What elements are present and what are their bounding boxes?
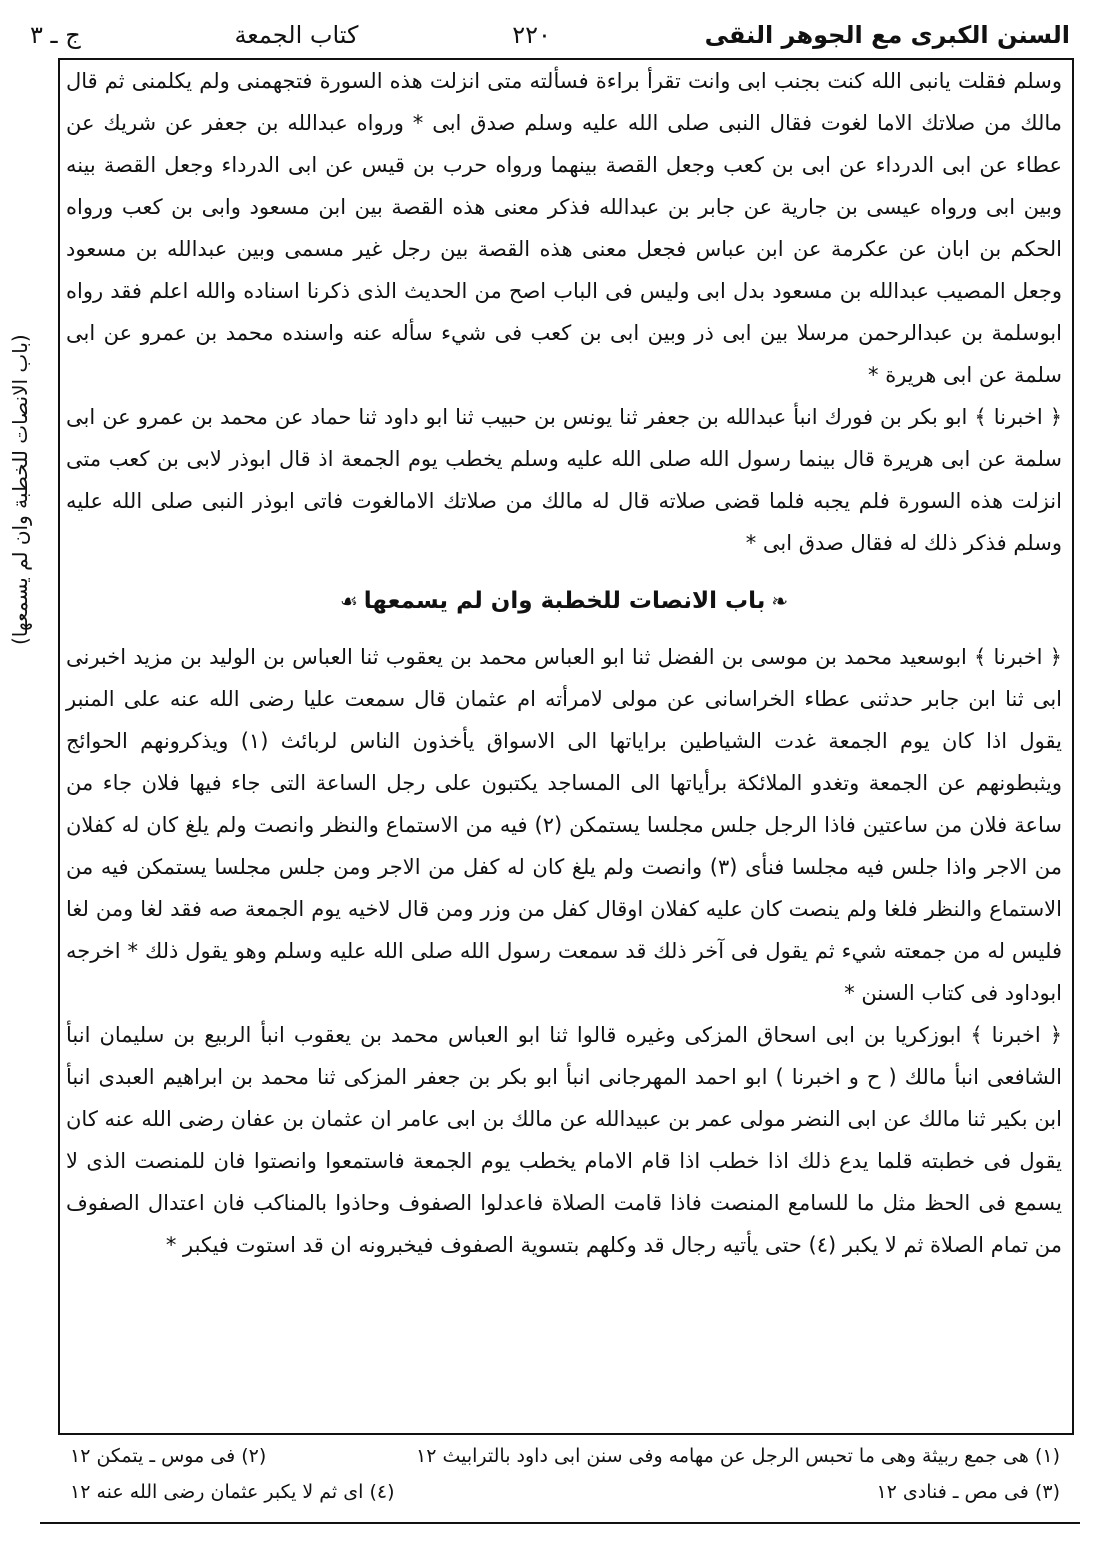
main-text — [66, 60, 1062, 1266]
footnotes — [70, 1438, 1060, 1510]
bottom-divider — [40, 1522, 1080, 1524]
right-ornament-icon: ☙ — [339, 589, 358, 613]
footnotes-divider — [58, 1433, 1072, 1435]
section-title: كتاب الجمعة — [234, 21, 359, 49]
paragraph: ﴿ اخبرنا ﴾ ابوسعيد محمد بن موسى بن الفضل ثنا ابو العباس محمد بن يعقوب ثنا العباس بن الوليد بن مزيد اخبرنى ابى ثنا ابن جابر حدثنى عطاء الخراسانى عن مولى لامرأته ام عثمان قال سمعت عليا رضى الله عنه على المنبر يقول اذا كان يوم الجمعة غدت الشياطين براياتها الى الاسواق يأخذون الناس لربائث (١) ويذكرونهم الحوائج ويثبطونهم عن الجمعة وتغدو الملائكة برأياتها الى المساجد يكتبون على رجل الساعة التى جاء فيها فلان جاء من ساعة فلان من ساعتين فاذا الرجل جلس مجلسا يستمكن (٢) فيه من الاستماع والنظر وانصت ولم يلغ كان له كفلان من الاجر واذا جلس فيه مجلسا فنأى (٣) وانصت ولم يلغ كان له كفل من الاجر ومن جلس مجلسا يستمكن فيه من الاستماع والنظر فلغا ولم ينصت كان عليه كفلان اوقال كفل من وزر ومن قال لاخيه يوم الجمعة صه فقد لغا ومن لغا فليس له من جمعته شيء ثم يقول فى آخر ذلك قد سمعت رسول الله صلى الله عليه وسلم وهو يقول ذلك * اخرجه ابوداود فى كتاب السنن * — [66, 645, 1062, 1005]
paragraph: وسلم فقلت يانبى الله كنت بجنب ابى وانت تقرأ براءة فسألته متى انزلت هذه السورة فتجهمنى ولم يكلمنى ثم قال مالك من صلاتك الاما لغوت فقال النبى صلى الله عليه وسلم صدق ابى * ورواه عبدالله بن جعفر عن شريك عن عطاء عن ابى الدرداء عن ابى بن كعب وجعل القصة بينهما ورواه حرب بن قيس عن ابى الدرداء وجعل القصة بينه وبين ابى ورواه عيسى بن جارية عن جابر بن عبدالله فذكر معنى هذه القصة بين ابن مسعود وابى بن كعب ورواه الحكم بن ابان عن عكرمة عن ابن عباس فجعل معنى هذه القصة بين رجل غير مسمى وبين عبدالله بن مسعود وجعل المصيب عبدالله بن مسعود بدل ابى ولیس فى الباب اصح من الحديث الذى ذكرنا اسناده والله اعلم فقد رواه ابوسلمة بن عبدالرحمن مرسلا بين ابى ذر وبين ابى بن كعب فى شيء سأله عنه واسنده محمد بن عمرو عن ابى سلمة عن ابى هريرة * — [66, 69, 1062, 387]
footnote: (٢) فى موس ـ يتمكن ١٢ — [70, 1445, 267, 1467]
book-title: السنن الكبرى مع الجوهر النقى — [704, 21, 1070, 49]
footnote: (٤) اى ثم لا يكبر عثمان رضى الله عنه ١٢ — [70, 1481, 395, 1503]
volume-label: ج ـ ٣ — [30, 21, 81, 49]
paragraph: ﴿ اخبرنا ﴾ ابوزكريا بن ابى اسحاق المزكى وغيره قالوا ثنا ابو العباس محمد بن يعقوب انبأ الربيع بن سليمان انبأ الشافعى انبأ مالك ( ح و اخبرنا ) ابو احمد المهرجانى انبأ ابو بكر بن جعفر المزكى ثنا محمد بن ابراهيم العبدى انبأ ابن بكير ثنا مالك عن ابى النضر مولى عمر بن عبيدالله عن مالك بن ابى عامر ان عثمان بن عفان رضى الله عنه كان يقول فى خطبته قلما يدع ذلك اذا خطب اذا قام الامام يخطب يوم الجمعة فاستمعوا وانصتوا فان للمنصت الذى لا يسمع فى الحظ مثل ما للسامع المنصت فاذا قامت الصلاة فاعدلوا الصفوف وحاذوا بالمناكب فان اعتدال الصفوف من تمام الصلاة ثم لا يكبر (٤) حتى يأتيه رجال قد وكلهم بتسوية الصفوف فيخبرونه ان قد استوت فيكبر * — [66, 1023, 1062, 1257]
chapter-title: ❧باب الانصات للخطبة وان لم يسمعها☙ — [66, 580, 1062, 622]
left-ornament-icon: ❧ — [771, 589, 789, 613]
page-header — [30, 18, 1070, 52]
footnote-row — [70, 1438, 1060, 1474]
footnote: (٣) فى مص ـ فنادى ١٢ — [876, 1481, 1060, 1503]
footnote: (١) هى جمع ربيثة وهى ما تحبس الرجل عن مهامه وفى سنن ابى داود بالترابيث ١٢ — [416, 1445, 1060, 1467]
bottom-strip — [40, 1530, 1080, 1559]
side-heading: (باب الانصات للخطبة وان لم يسمعها) — [8, 334, 32, 646]
footnote-row — [70, 1474, 1060, 1510]
page-number: ٢٢٠ — [512, 21, 551, 49]
paragraph: ﴿ اخبرنا ﴾ ابو بكر بن فورك انبأ عبدالله بن جعفر ثنا يونس بن حبيب ثنا ابو داود ثنا حماد عن محمد بن عمرو عن ابى سلمة عن ابى هريرة قال بينما رسول الله صلى الله عليه وسلم يخطب يوم الجمعة اذ قال ابوذر لابى بن كعب متى انزلت هذه السورة فلم يجبه فلما قضى صلاته قال له مالك من صلاتك الامالغوت فاتى ابوذر النبى صلى الله عليه وسلم فذكر ذلك له فقال صدق ابى * — [66, 405, 1062, 555]
